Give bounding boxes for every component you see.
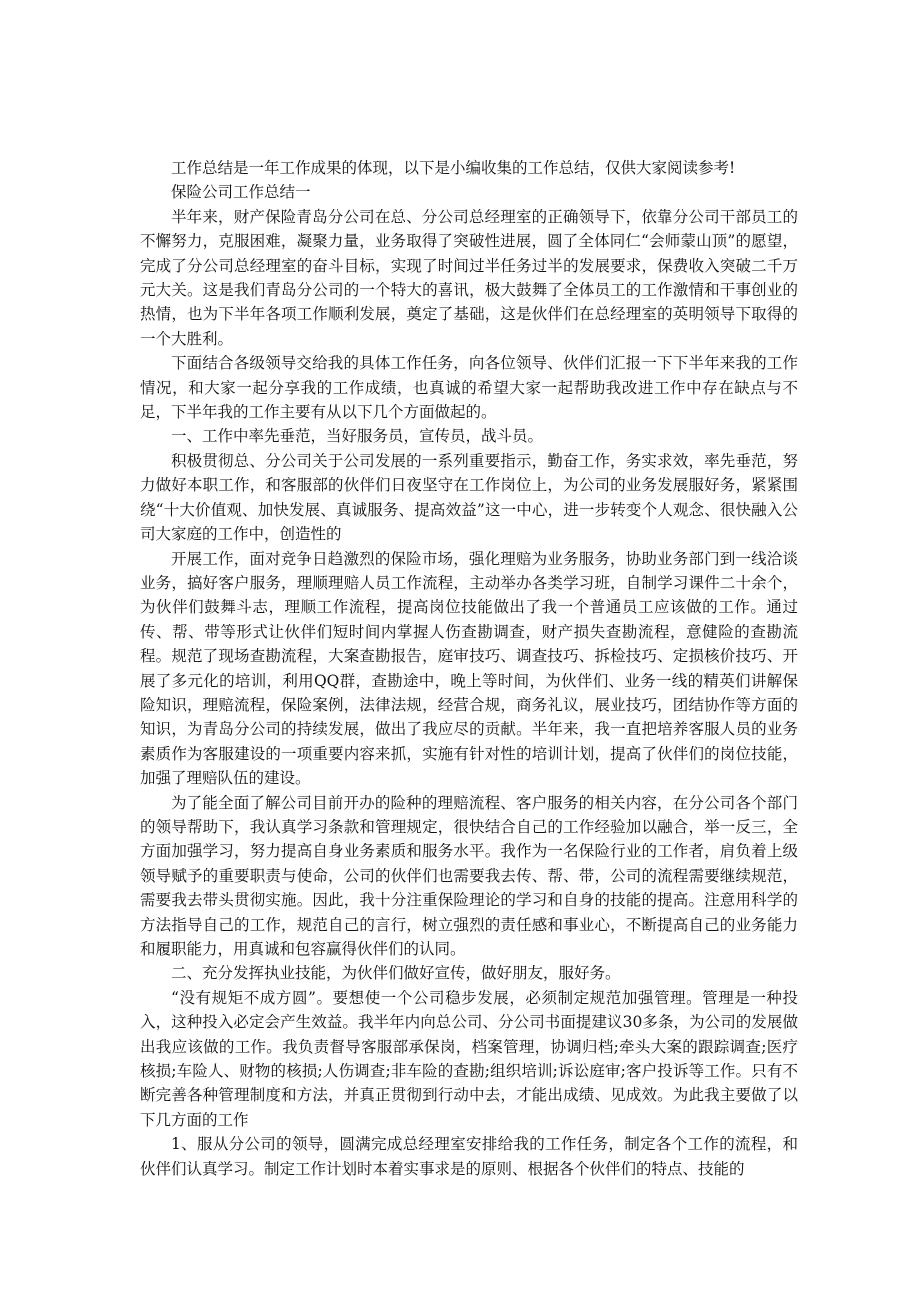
section-heading: 二、充分发挥执业技能，为伙伴们做好宣传，做好朋友，服好务。 [171,964,621,983]
body-paragraph: 开展工作，面对竞争日趋激烈的保险市场，强化理赔为业务服务，协助业务部门到一线洽谈业务，搞好客户服务，理顺理赔人员工作流程，主动举办各类学习班，自制学习课件二十余个，为伙伴们鼓舞斗志，理顺工作流程，提高岗位技能做出了我一个普通员工应该做的工作。通过传、帮、带等形式让伙伴们短时间内掌握人伤查勘调查，财产损失查勘流程，意健险的查勘流程。规范了现场查勘流程，大案查勘报告，庭审技巧、调查技巧、拆检技巧、定损核价技巧、开展了多元化的培训，利用QQ群，查勘途中，晚上等时间，为伙伴们、业务一线的精英们讲解保险知识，理赔流程，保险案例，法律法规，经营合规，商务礼议，展业技巧，团结协作等方面的知识，为青岛分公司的持续发展，做出了我应尽的贡献。半年来，我一直把培养客服人员的业务素质作为客服建设的一项重要内容来抓，实施有针对性的培训计划，提高了伙伴们的岗位技能，加强了理赔队伍的建设。 [140,549,798,788]
intro-paragraph: 工作总结是一年工作成果的体现，以下是小编收集的工作总结，仅供大家阅读参考! [171,159,736,177]
body-paragraph: “没有规矩不成方圆”。要想使一个公司稳步发展，必须制定规范加强管理。管理是一种投入，这种投入必定会产生效益。我半年内向总公司、分公司书面提建议30多条，为公司的发展做出我应该做的工作。我负责督导客服部承保岗，档案管理，协调归档;牵头大案的跟踪调查;医疗核损;车险人、财物的核损;人伤调查;非车险的查勘;组织培训;诉讼庭审;客户投诉等工作。只有不断完善各种管理制度和方法，并真正贯彻到行动中去，才能出成绩、见成效。为此我主要做了以下几方面的工作 [140,988,798,1129]
body-paragraph: 半年来，财产保险青岛分公司在总、分公司总经理室的正确领导下，依靠分公司干部员工的不懈努力，克服困难，凝聚力量，业务取得了突破性进展，圆了全体同仁“会师蒙山顶”的愿望，完成了分公司总经理室的奋斗目标，实现了时间过半任务过半的发展要求，保费收入突破二千万元大关。这是我们青岛分公司的一个特大的喜讯，极大鼓舞了全体员工的工作激情和干事创业的热情，也为下半年各项工作顺利发展，奠定了基础，这是伙伴们在总经理室的英明领导下取得的一个大胜利。 [140,207,798,348]
body-paragraph: 为了能全面了解公司目前开办的险种的理赔流程、客户服务的相关内容，在分公司各个部门的领导帮助下，我认真学习条款和管理规定，很快结合自己的工作经验加以融合，举一反三，全方面加强学习，努力提高自身业务素质和服务水平。我作为一名保险行业的工作者，肩负着上级领导赋予的重要职责与使命，公司的伙伴们也需要我去传、帮、带，公司的流程需要继续规范，需要我去带头贯彻实施。因此，我十分注重保险理论的学习和自身的技能的提高。注意用科学的方法指导自己的工作，规范自己的言行，树立强烈的责任感和事业心，不断提高自己的业务能力和履职能力，用真诚和包容赢得伙伴们的认同。 [140,793,798,958]
section-heading: 一、工作中率先垂范，当好服务员，宣传员，战斗员。 [171,427,544,446]
document-body [140,156,798,1181]
body-paragraph: 1、服从分公司的领导，圆满完成总经理室安排给我的工作任务，制定各个工作的流程，和伙伴们认真学习。制定工作计划时本着实事求是的原则、根据各个伙伴们的特点、技能的 [140,1135,798,1178]
body-paragraph: 积极贯彻总、分公司关于公司发展的一系列重要指示，勤奋工作，务实求效，率先垂范，努力做好本职工作，和客服部的伙伴们日夜坚守在工作岗位上，为公司的业务发展服好务，紧紧围绕“十大价值观、加快发展、真诚服务、提高效益”这一中心，进一步转变个人观念、很快融入公司大家庭的工作中，创造性的 [140,451,798,544]
section-title: 保险公司工作总结一 [171,183,311,202]
body-paragraph: 下面结合各级领导交给我的具体工作任务，向各位领导、伙伴们汇报一下下半年来我的工作情况，和大家一起分享我的工作成绩，也真诚的希望大家一起帮助我改进工作中存在缺点与不足，下半年我的工作主要有从以下几个方面做起的。 [140,354,798,422]
